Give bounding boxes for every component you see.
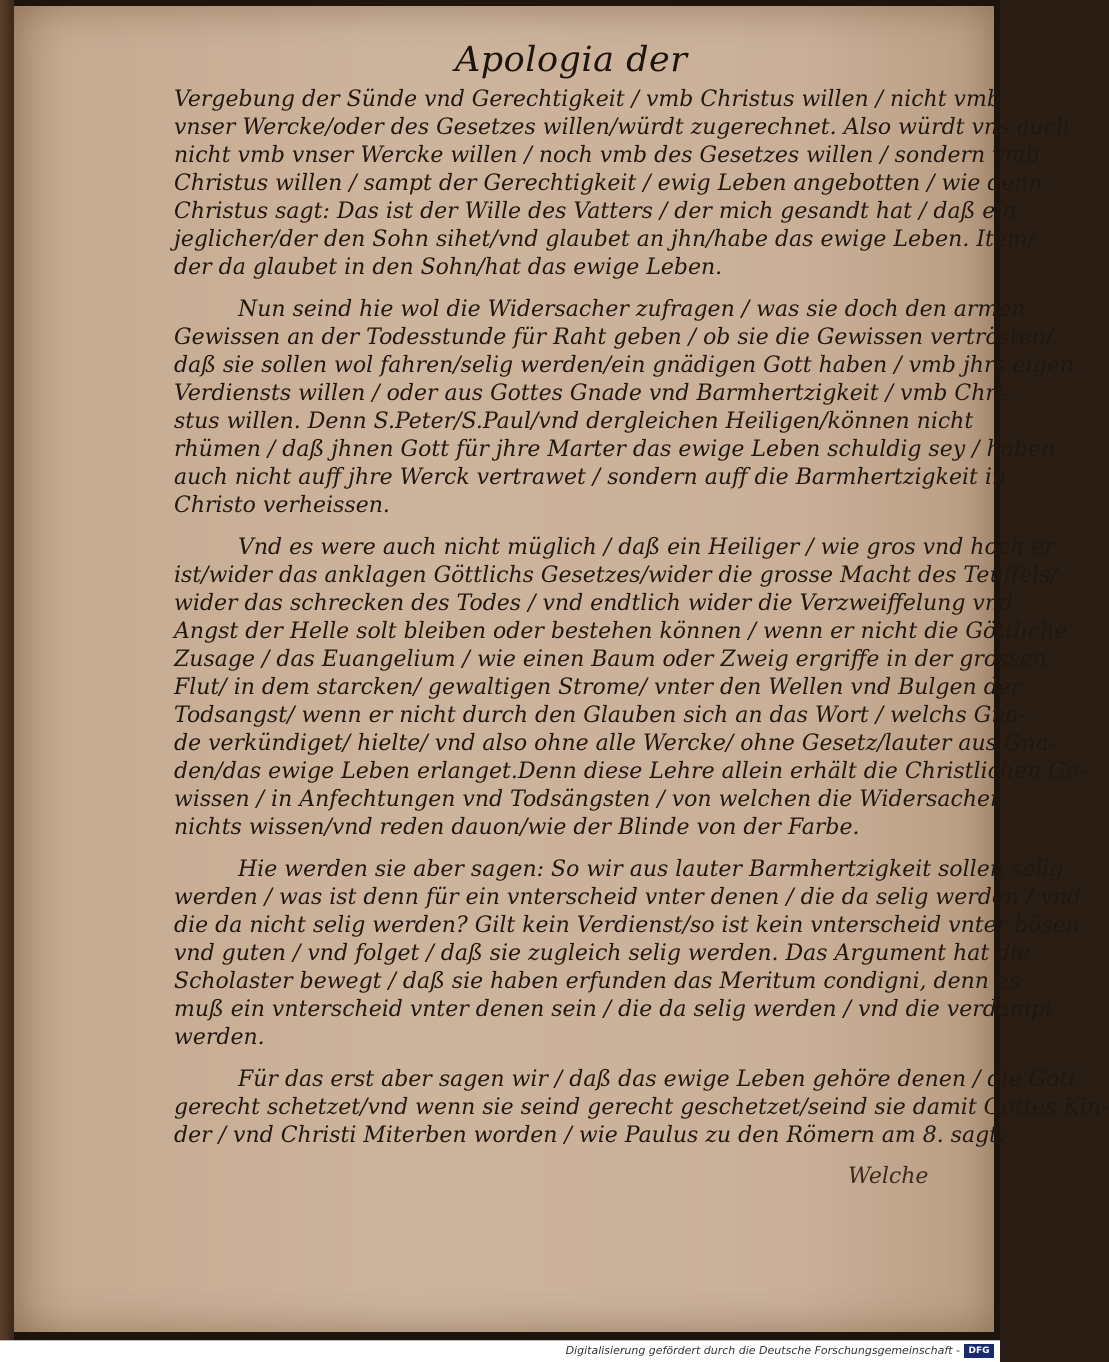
text-line: Für das erst aber sagen wir / daß das ewige Leben gehöre denen / die Gott <box>238 1067 1078 1092</box>
text-line: die da nicht selig werden? Gilt kein Verdienst/so ist kein vnterscheid vnter bösen <box>174 913 1080 938</box>
text-line: auch nicht auff jhre Werck vertrawet / sondern auff die Barmhertzigkeit in <box>174 465 1007 490</box>
text-line: vnser Wercke/oder des Gesetzes willen/würdt zugerechnet. Also würdt vns auch <box>174 115 1071 140</box>
text-line: der / vnd Christi Miterben worden / wie Paulus zu den Römern am 8. sagt: <box>174 1123 1006 1148</box>
text-line: rhümen / daß jhnen Gott für jhre Marter das ewige Leben schuldig sey / haben <box>174 437 1056 462</box>
catchword: Welche <box>848 1164 929 1189</box>
text-line: jeglicher/der den Sohn sihet/vnd glaubet an jhn/habe das ewige Leben. Item/ <box>174 227 1036 252</box>
text-line: Todsangst/ wenn er nicht durch den Glauben sich an das Wort / welchs Gna- <box>174 703 1027 728</box>
text-line: werden. <box>174 1025 265 1050</box>
funding-notice: Digitalisierung gefördert durch die Deutsche Forschungsgemeinschaft - <box>565 1344 960 1357</box>
book-edge <box>0 0 14 1340</box>
text-line: Angst der Helle solt bleiben oder bestehen können / wenn er nicht die Göttliche <box>174 619 1068 644</box>
text-line: ist/wider das anklagen Göttlichs Gesetzes/wider die grosse Macht des Teuffels/ <box>174 563 1058 588</box>
paragraph-gap <box>174 842 930 856</box>
text-line: muß ein vnterscheid vnter denen sein / die da selig werden / vnd die verdampt <box>174 997 1054 1022</box>
text-line: der da glaubet in den Sohn/hat das ewige Leben. <box>174 255 723 280</box>
text-line: Christo verheissen. <box>174 493 390 518</box>
running-header: Apologia der <box>455 40 688 80</box>
text-line: Flut/ in dem starcken/ gewaltigen Strome/ vnter den Wellen vnd Bulgen der <box>174 675 1022 700</box>
text-line: Zusage / das Euangelium / wie einen Baum oder Zweig ergriffe in der grossen <box>174 647 1047 672</box>
text-line: de verkündiget/ hielte/ vnd also ohne alle Wercke/ ohne Gesetz/lauter aus Gna- <box>174 731 1057 756</box>
text-line: Nun seind hie wol die Widersacher zufragen / was sie doch den armen <box>238 297 1026 322</box>
text-line: Scholaster bewegt / daß sie haben erfunden das Meritum condigni, denn es <box>174 969 1021 994</box>
text-line: werden / was ist denn für ein vnterscheid vnter denen / die da selig werden / vnd <box>174 885 1082 910</box>
paragraph-gap <box>174 1052 930 1066</box>
dfg-logo-icon: DFG <box>964 1344 994 1358</box>
text-line: stus willen. Denn S.Peter/S.Paul/vnd dergleichen Heiligen/können nicht <box>174 409 974 434</box>
text-line: nichts wissen/vnd reden dauon/wie der Blinde von der Farbe. <box>174 815 860 840</box>
text-line: Hie werden sie aber sagen: So wir aus lauter Barmhertzigkeit sollen selig <box>238 857 1064 882</box>
paragraph-gap <box>174 520 930 534</box>
text-line: gerecht schetzet/vnd wenn sie seind gerecht geschetzet/seind sie damit Gottes Kin- <box>174 1095 1109 1120</box>
text-line: daß sie sollen wol fahren/selig werden/ein gnädigen Gott haben / vmb jhrs eigen <box>174 353 1075 378</box>
text-line: Verdiensts willen / oder aus Gottes Gnade vnd Barmhertzigkeit / vmb Chri- <box>174 381 1011 406</box>
text-line: wissen / in Anfechtungen vnd Todsängsten / von welchen die Widersacher <box>174 787 1001 812</box>
text-line: Christus sagt: Das ist der Wille des Vatters / der mich gesandt hat / daß ein <box>174 199 1017 224</box>
text-line: Christus willen / sampt der Gerechtigkeit / ewig Leben angebotten / wie denn <box>174 171 1043 196</box>
text-line: nicht vmb vnser Wercke willen / noch vmb des Gesetzes willen / sondern vmb <box>174 143 1040 168</box>
body-text <box>174 86 1109 1150</box>
text-line: vnd guten / vnd folget / daß sie zugleich selig werden. Das Argument hat die <box>174 941 1031 966</box>
text-line: Vnd es were auch nicht müglich / daß ein Heiliger / wie gros vnd hoch er <box>238 535 1055 560</box>
text-line: Vergebung der Sünde vnd Gerechtigkeit / vmb Christus willen / nicht vmb <box>174 87 1001 112</box>
text-line: den/das ewige Leben erlanget.Denn diese Lehre allein erhält die Christlichen Ge- <box>174 759 1087 784</box>
text-line: wider das schrecken des Todes / vnd endtlich wider die Verzweiffelung vnd <box>174 591 1014 616</box>
text-line: Gewissen an der Todesstunde für Raht geben / ob sie die Gewissen vertrösten/ <box>174 325 1054 350</box>
footer-bar <box>0 1340 1000 1362</box>
paragraph-gap <box>174 282 930 296</box>
